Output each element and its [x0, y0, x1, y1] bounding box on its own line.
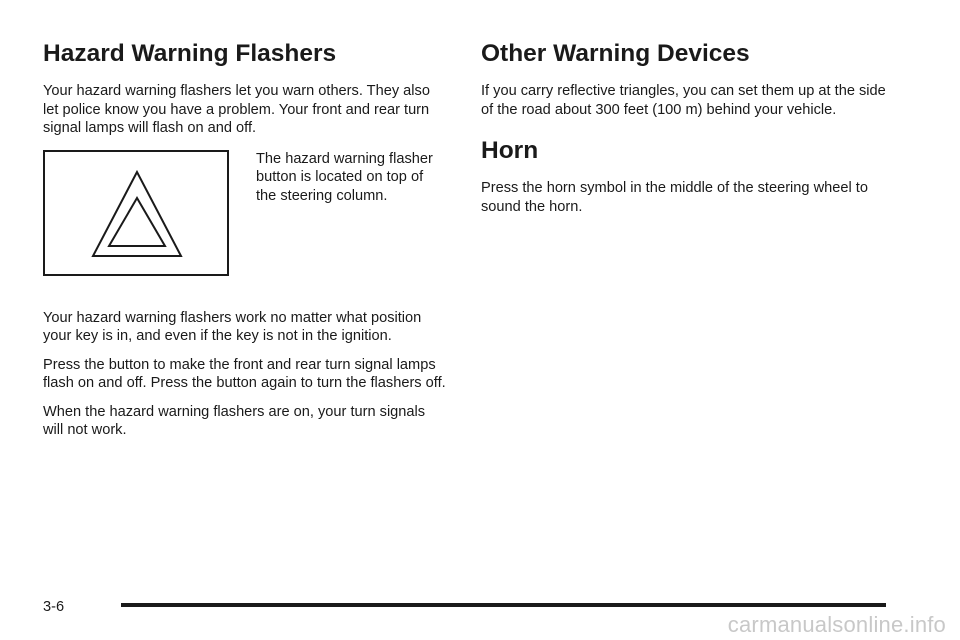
- hazard-figure-row: [43, 150, 448, 297]
- hazard-figure-box: [43, 150, 229, 276]
- section-title-other-warning-devices: Other Warning Devices: [481, 40, 750, 67]
- hazard-intro-paragraph: Your hazard warning flashers let you warn others. They also let police know you have a problem. Your front and rear turn signal lamps will flash on and off.: [43, 83, 430, 136]
- watermark: carmanualsonline.info: [727, 612, 946, 637]
- footer-rule: [121, 603, 886, 607]
- section-title-hazard-warning-flashers: Hazard Warning Flashers: [43, 40, 337, 67]
- left-column: [43, 40, 448, 450]
- hazard-figure-caption: The hazard warning flasher button is located on top of the steering column.: [256, 150, 433, 204]
- page-number: 3-6: [43, 599, 65, 615]
- right-column: [481, 40, 891, 226]
- hazard-paragraph-3: When the hazard warning flashers are on, your turn signals will not work.: [43, 403, 426, 438]
- other-warning-devices-paragraph: If you carry reflective triangles, you can set them up at the side of the road about 300 feet (100 m) behind your vehicle.: [481, 83, 886, 118]
- hazard-paragraph-2: Press the button to make the front and rear turn signal lamps flash on and off. Press the button again to turn the flashers off.: [43, 356, 446, 391]
- hazard-triangle-icon: [45, 152, 227, 274]
- horn-paragraph: Press the horn symbol in the middle of the steering wheel to sound the horn.: [481, 180, 868, 215]
- hazard-paragraph-1: Your hazard warning flashers work no matter what position your key is in, and even if the key is not in the ignition.: [43, 309, 422, 344]
- section-title-horn: Horn: [481, 137, 539, 164]
